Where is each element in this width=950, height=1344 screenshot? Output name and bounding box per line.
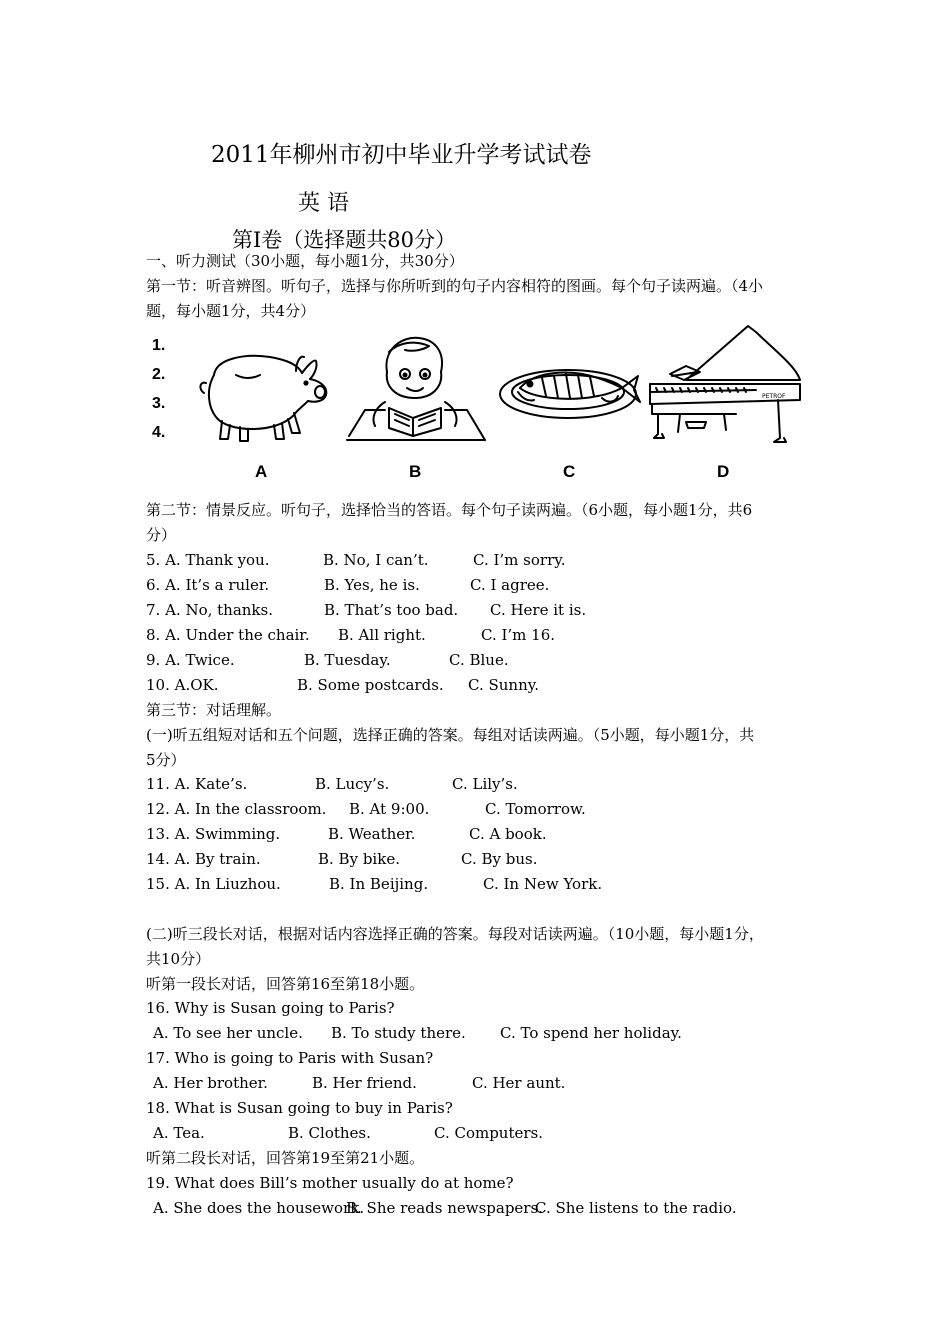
sec3-sub2-instruction-1: (二)听三段长对话，根据对话内容选择正确的答案。每段对话读两遍。（10小题，每小题1分， [146,925,764,943]
sec3-heading: 第三节：对话理解。 [146,701,282,719]
option-c: C. I’m sorry. [473,551,566,569]
option-a: 12. A. In the classroom. [146,800,327,818]
part1-heading: 一、听力测试（30小题，每小题1分，共30分） [146,252,464,270]
option-b: B. Tuesday. [304,651,391,669]
option-b: B. Her friend. [312,1074,417,1092]
option-a: 10. A.OK. [146,676,219,694]
dialog-intro: 听第二段长对话，回答第19至第21小题。 [146,1149,425,1167]
option-b: B. That’s too bad. [324,601,459,619]
option-b: B. In Beijing. [329,875,429,893]
picture-number: 3. [152,395,166,412]
option-b: B. By bike. [318,850,400,868]
option-c: C. Sunny. [468,676,539,694]
option-a: A. To see her uncle. [153,1024,303,1042]
exam-title: 2011年柳州市初中毕业升学考试试卷 [211,142,592,168]
volume-title: 第Ⅰ卷（选择题共80分） [232,228,457,252]
picture-label-c: C [563,462,576,481]
option-a: 7. A. No, thanks. [146,601,273,619]
fish-plate-icon [498,352,644,422]
question-text: 19. What does Bill’s mother usually do at home? [146,1174,514,1192]
option-c: C. By bus. [461,850,538,868]
question-text: 18. What is Susan going to buy in Paris? [146,1099,453,1117]
subject-title: 英 语 [298,191,349,216]
option-b: B. To study there. [331,1024,466,1042]
option-a: 13. A. Swimming. [146,825,281,843]
option-a: A. Tea. [153,1124,205,1142]
piano-icon [646,322,804,446]
question-text: 17. Who is going to Paris with Susan? [146,1049,434,1067]
picture-number: 1. [152,337,166,354]
boy-reading-icon [345,330,487,442]
sec2-instruction-1: 第二节：情景反应。听句子，选择恰当的答语。每个句子读两遍。（6小题，每小题1分，共6 [146,501,753,519]
option-a: 11. A. Kate’s. [146,775,248,793]
option-b: B. Clothes. [288,1124,371,1142]
option-b: B. Some postcards. [297,676,444,694]
option-a: A. Her brother. [153,1074,268,1092]
sec1-instruction-1: 第一节：听音辨图。听句子，选择与你所听到的句子内容相符的图画。每个句子读两遍。（4小 [146,277,764,295]
sec3-sub1-instruction-1: (一)听五组短对话和五个问题，选择正确的答案。每组对话读两遍。（5小题，每小题1分，共 [146,726,755,744]
option-c: C. She listens to the radio. [535,1199,737,1217]
option-c: C. Tomorrow. [485,800,586,818]
option-a: A. She does the housework. [153,1199,365,1217]
option-c: C. In New York. [483,875,603,893]
sec2-instruction-2: 分） [146,526,177,544]
option-a: 15. A. In Liuzhou. [146,875,281,893]
option-c: C. Computers. [434,1124,544,1142]
option-c: C. Lily’s. [452,775,518,793]
option-b: B. At 9:00. [349,800,430,818]
picture-label-a: A [255,462,268,481]
option-c: C. Here it is. [490,601,587,619]
option-a: 9. A. Twice. [146,651,235,669]
sec1-instruction-2: 题，每小题1分，共4分） [146,302,316,320]
option-a: 6. A. It’s a ruler. [146,576,270,594]
sec3-sub2-instruction-2: 共10分） [146,950,211,968]
option-c: C. Blue. [449,651,509,669]
option-a: 8. A. Under the chair. [146,626,310,644]
pig-icon [196,345,332,447]
option-b: B. Yes, he is. [324,576,420,594]
option-c: C. I agree. [470,576,550,594]
picture-number: 2. [152,366,166,383]
piano-brand-label: PETROF [762,393,786,400]
option-c: C. Her aunt. [472,1074,566,1092]
question-text: 16. Why is Susan going to Paris? [146,999,395,1017]
dialog-intro: 听第一段长对话，回答第16至第18小题。 [146,975,425,993]
option-b: B. All right. [338,626,426,644]
option-b: B. Weather. [328,825,416,843]
sec3-sub1-instruction-2: 5分） [146,751,186,769]
option-a: 5. A. Thank you. [146,551,270,569]
option-c: C. I’m 16. [481,626,556,644]
picture-label-b: B [409,462,422,481]
option-c: C. A book. [469,825,547,843]
option-b: B. Lucy’s. [315,775,390,793]
picture-number: 4. [152,424,166,441]
picture-label-d: D [717,462,730,481]
option-b: B. She reads newspapers. [346,1199,543,1217]
option-a: 14. A. By train. [146,850,261,868]
option-b: B. No, I can’t. [323,551,429,569]
option-c: C. To spend her holiday. [500,1024,682,1042]
